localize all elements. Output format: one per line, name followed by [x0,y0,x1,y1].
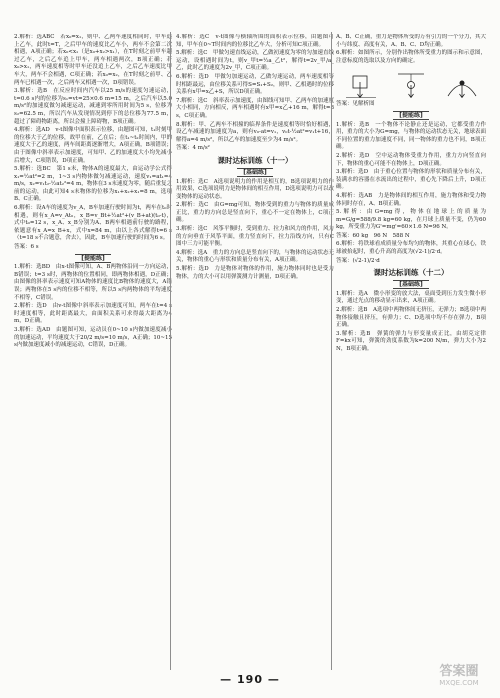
answer-paragraph: 2.解析：选D 空中运动物体受重力作用，重力方向竖直向下，物体的重心可能不在物体上，D项正确。 [336,152,486,167]
answer-paragraph: 5.解析：选D 力是物体对物体的作用，施力物体同时也是受力物体，力的大小可以用弹簧测力计测量，D项正确。 [176,266,334,280]
answer-paragraph: 答案：(√2-1)/2·d [336,257,380,264]
answer-paragraph: 4.解析：选AB 力是物体间的相互作用，施力物体和受力物体同时存在，A、B项正确。 [336,192,486,207]
page-number: — 190 — [220,673,280,686]
answer-paragraph: 1.解析：选B 一个物体不论静止还是运动，它都受重力作用，重力的大小为G=mg，与物体的运动状态无关，地球表面不同位置的重力加速度不同，同一物体的重力也不同，B项正确。 [336,121,486,151]
answer-column-left [14,34,172,670]
answer-paragraph: 3.解析：选AD 由题图可知，运动员在0~10 s内做加速度减小的加速运动，平均速度大于20/2 m/s=10 m/s，A正确；10~15 s内做加速度减小的减速运动，C错误，D正确。 [14,326,172,349]
answer-paragraph: 3.解析：选B 弹簧的弹力与形变量成正比，由胡克定律F=kx可知，弹簧的劲度系数为k=200 N/m，弹力大小为2 N，B项正确。 [336,330,486,352]
answer-paragraph: 4.解析：选C v-t图像与横轴所围的面积表示位移，由题图可知，甲车在0~T时间内的位移比乙车大，分析可知C项正确。 [176,34,334,48]
answer-paragraph: 1.解析：选C A选项说明力的作用是相互的，B选项说明力的作用效果，C选项说明力是物体间的相互作用，D选项说明力可以改变物体的运动状态。 [176,178,334,200]
answer-paragraph: 5.解析：选C 甲做匀速直线运动，乙做初速度为零的匀加速直线运动，设相遇时间为t，则v_甲t=½a_乙t²，解得t=2v_甲/a_乙，此时乙的速度为2v_甲，C项正确。 [176,50,334,72]
answer-paragraph: A、B、C正确，重力是物体所受的万有引力的一个分力，其大小与纬度、高度有关，A、B、C、D均正确。 [336,34,486,48]
site-watermark [424,664,494,688]
answer-paragraph: 6.解析：选D 甲做匀加速运动，乙做匀速运动，两车速度相等时相距最远，由位移关系可得S=S₁+S₂，则甲、乙相遇时的位移关系有x甲=x乙+S，所以D项正确。 [176,73,334,96]
answer-column-middle [176,34,334,670]
answer-paragraph: 2.解析：选ABC 若x₀=x₁，则甲、乙两车速度相同时，甲车追上乙车，此时t=T，之后甲车的速度比乙车小，两车不会第二次相遇，A项正确；若x₀<x₁（是x₀+x₂>x₁），在T时刻之前甲车超过乙车，之后乙车追上甲车，两车相遇两次，B项正确；若x₀>x₁，两车速度相等时甲车还没追上乙车，之后乙车速度比甲车大，两车不会相遇，C项正确；若x₀=x₂，在T时刻之前甲、乙两车已相遇一次，之后两车又相遇一次，D项错误。 [14,34,172,86]
answer-paragraph: 1.解析：选A 微小形变的放大法，桌面受到压力发生微小形变，通过光点的移动显示出来，A项正确。 [336,290,486,305]
answer-paragraph: 4.解析：选A 重力的方向总是竖直向下的，与物体的运动状态无关，物体的重心与形状和质量分布有关，A项正确。 [176,249,334,264]
training-title: 课时达标训练（十一） [217,155,293,165]
answer-paragraph: 3.解析：选D 由于重心位置与物体的形状和质量分布有关，装满水的容器在水流出的过程中，重心先下降后上升，D项正确。 [336,169,486,191]
answer-paragraph: 5.解析：选BC 第1 s末，物体A的速度最大，由运动学公式得x₁=½at²=2 m，1~3 s内物体做匀减速运动，速度v₁=at₁=4 m/s，x₂=v₁t₂-½at₂²=4 m，物体在3 s末速度为零，随后重复之前的运动，由此可知4 s末物体的位移为x₁+x₂+x₁=8 m，选项B、C正确。 [14,166,172,203]
answer-paragraph: 答案：见解析图 [336,101,375,108]
answer-paragraph: 2.解析：选B A选项中两物体间无挤压，无弹力；B选项中两物体接触且挤压，有弹力；C、D选项中均不存在弹力，B项正确。 [336,307,486,329]
section-label [176,169,334,177]
force-diagram [344,70,378,98]
section-label-text: [基础练] [237,168,273,177]
training-title: 课时达标训练（十二） [373,268,449,278]
answer-paragraph: 答案：6 s [14,244,39,251]
watermark-title: 答案圈 [439,664,479,679]
answer-paragraph: 7.解析：选C 斜率表示加速度，由图线可知甲、乙两车的加速度大小相同，方向相反，两车相遇时有x甲=x乙+16 m，解得t=8 s，C项正确。 [176,97,334,119]
section-label-text: [提能练] [75,254,111,263]
answer-column-right [336,34,486,670]
answer-paragraph: 6.解析：如图所示，分别作出物体所受重力的图示和示意图，注意标度的选取以及方向的确定。 [336,50,486,64]
answer-paragraph: 1.解析：选BD 由x-t图像可知，A、B两物体沿同一方向运动，B错误；t=3 s时，两物体的位置相同，即两物体相遇，D正确；由图像的斜率表示速度可知A物体的速度比B物体的速度大，A错误；两物体在5 s内的位移不相等，所以5 s内两物体的平均速度不相等，C错误。 [14,264,172,301]
answer-paragraph: 8.解析：甲、乙两车不相撞的临界条件是速度相等时恰好相遇，设乙车减速的加速度为a，则有v₀-at=v₁，v₀t-½at²=v₁t+16，解得a=4 m/s²，所以乙车的加速度至少为4 m/s²。 [176,121,334,143]
answer-paragraph: 3.解析：选B 在反应时间内汽车以25 m/s的速度匀速运动，t=0.6 s内的位移为s₁=vt=25×0.6 m=15 m，之后汽车以5.0 m/s²的加速度做匀减速运动，减速到零所用时间为5 s，位移为s₂=62.5 m，所以汽车从发现情况到停下的总位移为77.5 m，超过了障碍物距离，所以会撞上障碍物，B项正确。 [14,88,172,125]
column-divider [331,32,332,670]
section-label-text: [基础练] [393,280,429,289]
section-label [14,255,172,263]
answer-paragraph: 2.解析：选D 由v-t图像中斜率表示加速度可知，两车在t=4 s时速度相等，此时距离最大，由面积关系可求得最大距离为4 m，D正确。 [14,303,172,325]
answer-paragraph: 答案：60 kg 96 N 588 N [336,232,410,239]
answer-paragraph: 5.解析：由G=mg得，物体在地球上的质量为m=G/g=588/9.8 kg=60 kg，在月球上质量不变，仍为60 kg，所受重力为G'=mg'=60×1.6 N=96 N。 [336,209,486,231]
section-label [336,112,486,120]
answer-paragraph: 2.解析：选C 由G=mg可知，物体受到的重力与物体的质量成正比，重力的方向总是竖直向下，重心不一定在物体上，C项正确。 [176,202,334,224]
section-label-text: [提能练] [393,111,429,120]
page-number-value: 190 [237,673,263,686]
force-diagram [444,70,478,98]
force-diagrams [336,68,486,98]
answer-paragraph: 3.解析：选C 风筝平衡时，受到重力、拉力和风力的作用，风力的方向垂直于风筝平面，重力竖直向下，拉力沿线方向，只有C图中三力可能平衡。 [176,226,334,248]
column-divider [170,32,171,670]
section-label [336,281,486,289]
answer-paragraph: 4.解析：选AD v-t图像中面积表示位移，由题图可知，t₁时刻甲的位移大于乙的位移，故甲在前，乙在后；在t₁~t₂时间内，甲的速度大于乙的速度，两车间距离逐渐增大，A项正确，B项错误；由于图像中斜率表示加速度，可知甲、乙的加速度大小均先减小后增大，C项错误，D项正确。 [14,127,172,164]
watermark-url: MXQE.COM [439,679,479,687]
answer-paragraph: 6.解析：设A车的速度为v_A，B车加速行驶时间为t，两车在t₀时相遇，则有x_A=v_At₀，x_B=v_Bt+½at²+(v_B+at)(t₀-t)，式中t₀=12 s，x_A、x_B分别为A、B两车相遇前行驶的路程，依题意有x_A=x_B+x，式中x=84 m，由以上各式解得t=6 s（t=18 s不合题意，舍去），因此，B车加速行驶的时间为6 s。 [14,205,172,242]
force-diagram [394,70,428,98]
answer-paragraph: 6.解析：将铁球看成质量分布均匀的物体，其重心在球心，铁球被抬起时，重心升高的高度为(√2-1)/2·d。 [336,241,486,256]
answer-paragraph: 答案：4 m/s² [176,145,210,152]
